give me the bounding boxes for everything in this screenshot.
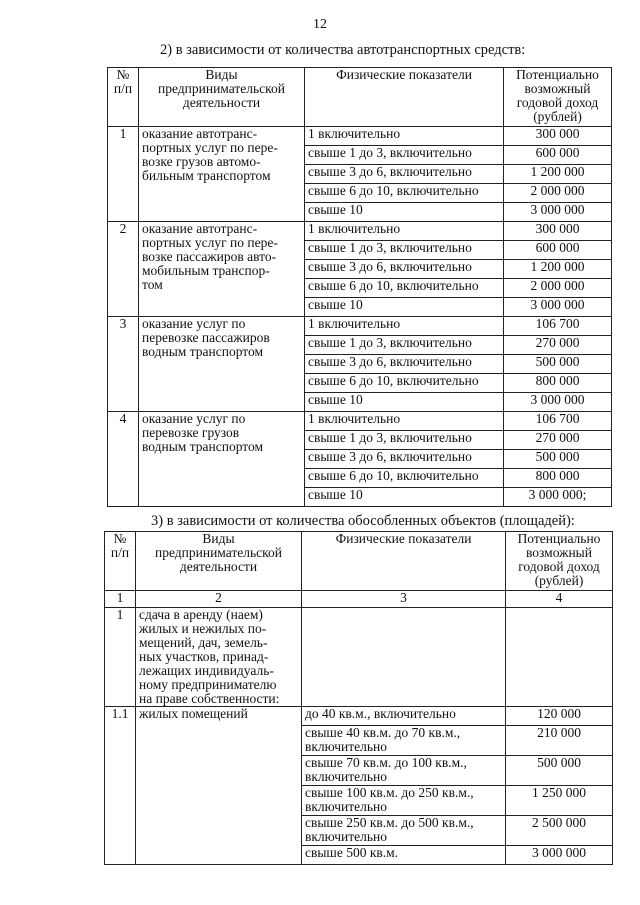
table-row xyxy=(105,707,613,726)
income-value-cell: 106 700 xyxy=(504,412,612,431)
empty-cell xyxy=(506,608,613,707)
table-row xyxy=(108,222,612,241)
physical-indicator-cell: до 40 кв.м., включительно xyxy=(302,707,506,726)
physical-indicator-cell: свыше 250 кв.м. до 500 кв.м., включительно xyxy=(302,816,506,846)
income-value-cell: 2 000 000 xyxy=(504,184,612,203)
activity-cell: сдача в аренду (наем) жилых и нежилых по- мещений, дач, земель- ных участков, принад- лежащих индивидуаль- ному предпринимателю на праве собственности: xyxy=(136,608,302,707)
income-value-cell: 2 500 000 xyxy=(506,816,613,846)
income-value-cell: 210 000 xyxy=(506,726,613,756)
column-number: 4 xyxy=(506,591,613,608)
header-physical-indicators: Физические показатели xyxy=(302,532,506,591)
physical-indicator-cell: 1 включительно xyxy=(305,127,504,146)
income-value-cell: 800 000 xyxy=(504,469,612,488)
activity-cell: оказание автотранс- портных услуг по пере- возке грузов автомо- бильным транспортом xyxy=(139,127,305,222)
income-value-cell: 1 200 000 xyxy=(504,165,612,184)
physical-indicator-cell: свыше 6 до 10, включительно xyxy=(305,469,504,488)
physical-indicator-cell: свыше 1 до 3, включительно xyxy=(305,336,504,355)
header-potential-income: Потенциально возможный годовой доход (рублей) xyxy=(506,532,613,591)
header-activity: Виды предпринимательской деятельности xyxy=(139,68,305,127)
activity-cell: оказание услуг по перевозке грузов водным транспортом xyxy=(139,412,305,507)
income-value-cell: 3 000 000 xyxy=(504,298,612,317)
physical-indicator-cell: свыше 100 кв.м. до 250 кв.м., включительно xyxy=(302,786,506,816)
physical-indicator-cell: свыше 10 xyxy=(305,298,504,317)
row-number: 1 xyxy=(105,608,136,707)
income-value-cell: 3 000 000; xyxy=(504,488,612,507)
header-number: № п/п xyxy=(108,68,139,127)
column-number: 1 xyxy=(105,591,136,608)
physical-indicator-cell: свыше 10 xyxy=(305,203,504,222)
income-value-cell: 1 200 000 xyxy=(504,260,612,279)
table-header-row xyxy=(105,532,613,591)
row-number: 4 xyxy=(108,412,139,507)
physical-indicator-cell: свыше 1 до 3, включительно xyxy=(305,431,504,450)
physical-indicator-cell: свыше 3 до 6, включительно xyxy=(305,450,504,469)
header-activity: Виды предпринимательской деятельности xyxy=(136,532,302,591)
table-row xyxy=(108,317,612,336)
vehicles-income-table xyxy=(107,67,612,507)
page-number: 12 xyxy=(313,17,327,32)
row-number: 3 xyxy=(108,317,139,412)
income-value-cell: 270 000 xyxy=(504,431,612,450)
income-value-cell: 800 000 xyxy=(504,374,612,393)
physical-indicator-cell: свыше 70 кв.м. до 100 кв.м., включительно xyxy=(302,756,506,786)
table-row xyxy=(108,412,612,431)
header-physical-indicators: Физические показатели xyxy=(305,68,504,127)
income-value-cell: 2 000 000 xyxy=(504,279,612,298)
income-value-cell: 300 000 xyxy=(504,127,612,146)
activity-cell: оказание автотранс- портных услуг по пере- возке пассажиров авто- мобильным транспор- том xyxy=(139,222,305,317)
income-value-cell: 3 000 000 xyxy=(504,203,612,222)
section3-caption: 3) в зависимости от количества обособленных объектов (площадей): xyxy=(151,513,575,529)
table-row xyxy=(105,608,613,707)
physical-indicator-cell: свыше 6 до 10, включительно xyxy=(305,279,504,298)
physical-indicator-cell: свыше 40 кв.м. до 70 кв.м., включительно xyxy=(302,726,506,756)
physical-indicator-cell: свыше 10 xyxy=(305,393,504,412)
income-value-cell: 300 000 xyxy=(504,222,612,241)
income-value-cell: 120 000 xyxy=(506,707,613,726)
physical-indicator-cell: свыше 3 до 6, включительно xyxy=(305,165,504,184)
physical-indicator-cell: свыше 1 до 3, включительно xyxy=(305,241,504,260)
physical-indicator-cell: свыше 6 до 10, включительно xyxy=(305,184,504,203)
physical-indicator-cell: свыше 1 до 3, включительно xyxy=(305,146,504,165)
physical-indicator-cell: свыше 3 до 6, включительно xyxy=(305,355,504,374)
section2-caption: 2) в зависимости от количества автотранспортных средств: xyxy=(160,42,526,58)
column-number: 3 xyxy=(302,591,506,608)
income-value-cell: 500 000 xyxy=(504,450,612,469)
row-number: 1 xyxy=(108,127,139,222)
income-value-cell: 600 000 xyxy=(504,146,612,165)
activity-cell: оказание услуг по перевозке пассажиров водным транспортом xyxy=(139,317,305,412)
column-number: 2 xyxy=(136,591,302,608)
premises-income-table xyxy=(104,531,613,865)
income-value-cell: 106 700 xyxy=(504,317,612,336)
income-value-cell: 270 000 xyxy=(504,336,612,355)
income-value-cell: 600 000 xyxy=(504,241,612,260)
income-value-cell: 500 000 xyxy=(506,756,613,786)
physical-indicator-cell: свыше 500 кв.м. xyxy=(302,846,506,865)
income-value-cell: 500 000 xyxy=(504,355,612,374)
column-number-row xyxy=(105,591,613,608)
income-value-cell: 3 000 000 xyxy=(504,393,612,412)
physical-indicator-cell: свыше 6 до 10, включительно xyxy=(305,374,504,393)
physical-indicator-cell: 1 включительно xyxy=(305,317,504,336)
empty-cell xyxy=(302,608,506,707)
physical-indicator-cell: свыше 10 xyxy=(305,488,504,507)
header-number: № п/п xyxy=(105,532,136,591)
header-potential-income: Потенциально возможный годовой доход (рублей) xyxy=(504,68,612,127)
row-number: 2 xyxy=(108,222,139,317)
income-value-cell: 1 250 000 xyxy=(506,786,613,816)
table-row xyxy=(108,127,612,146)
physical-indicator-cell: свыше 3 до 6, включительно xyxy=(305,260,504,279)
income-value-cell: 3 000 000 xyxy=(506,846,613,865)
physical-indicator-cell: 1 включительно xyxy=(305,222,504,241)
row-number: 1.1 xyxy=(105,707,136,865)
table-header-row xyxy=(108,68,612,127)
activity-cell: жилых помещений xyxy=(136,707,302,865)
physical-indicator-cell: 1 включительно xyxy=(305,412,504,431)
